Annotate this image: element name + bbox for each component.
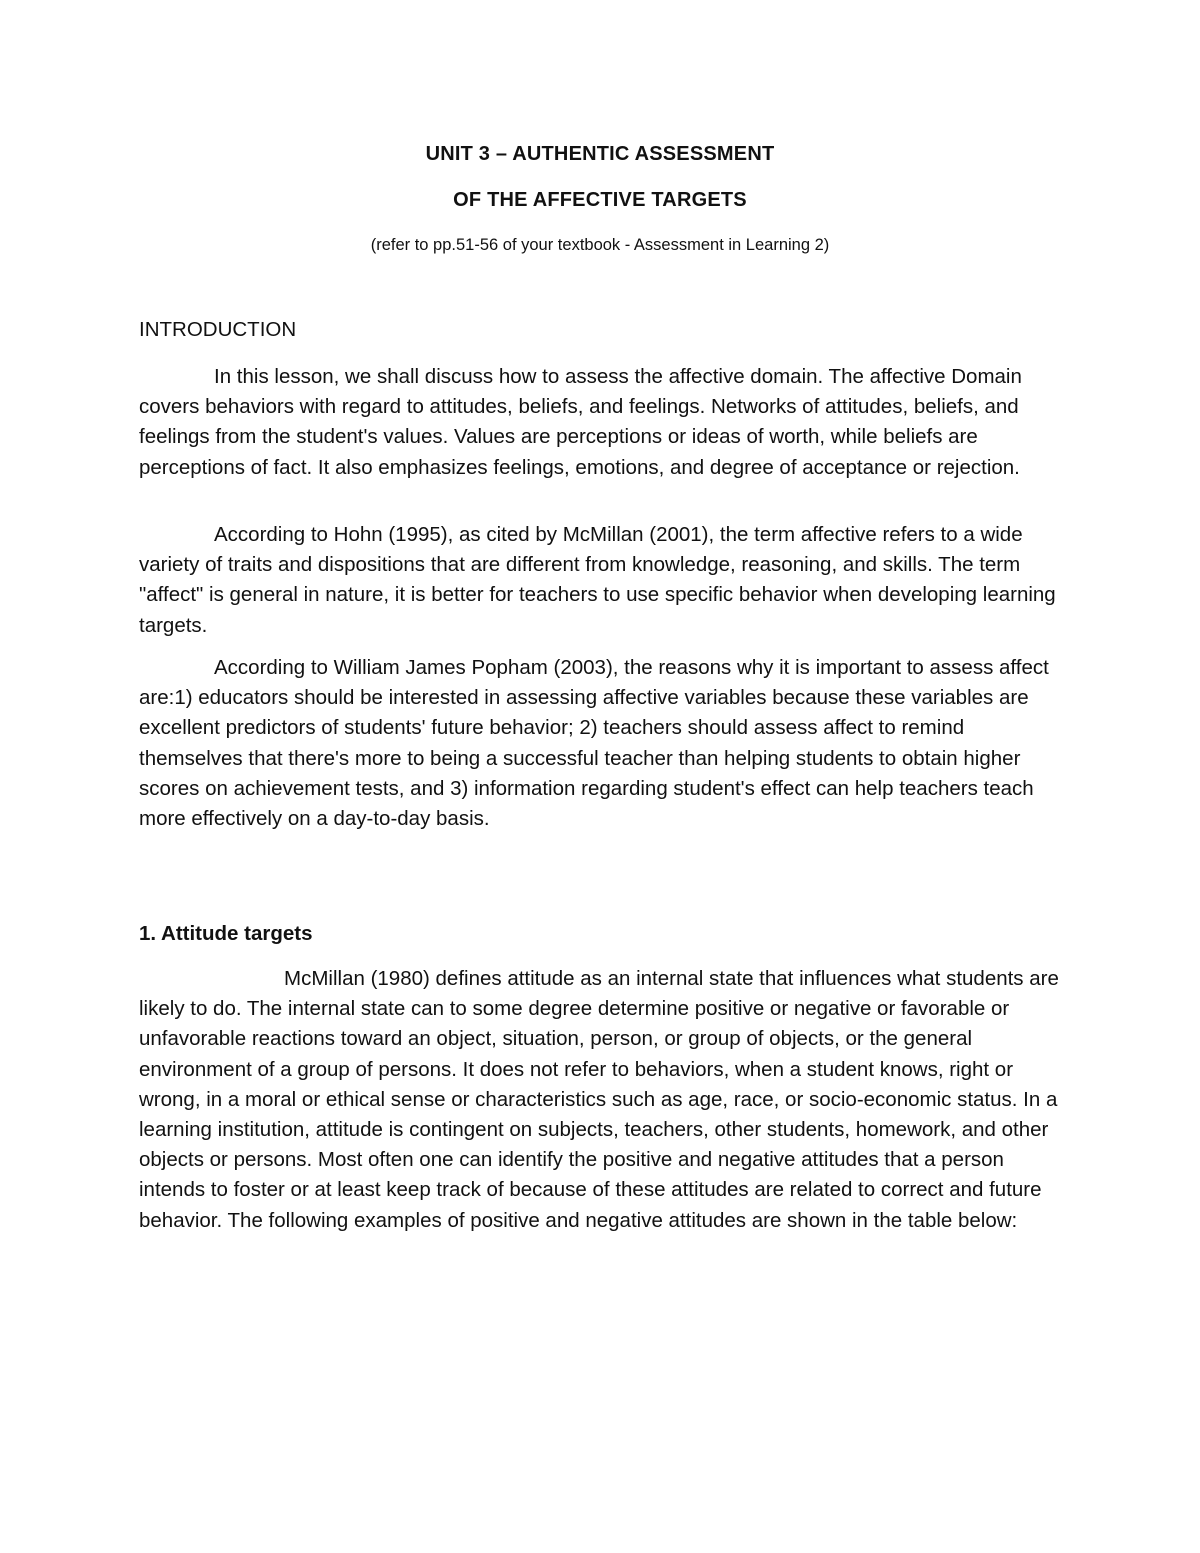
- document-title-line-1: UNIT 3 – AUTHENTIC ASSESSMENT: [425, 143, 775, 165]
- document-title-line-2: OF THE AFFECTIVE TARGETS: [453, 189, 747, 211]
- textbook-reference: (refer to pp.51-56 of your textbook - Assessment in Learning 2): [370, 236, 830, 254]
- attitude-targets-heading: 1. Attitude targets: [139, 922, 313, 945]
- introduction-heading: INTRODUCTION: [139, 318, 297, 341]
- introduction-paragraph-3: According to William James Popham (2003), the reasons why it is important to assess affect are:1) educators should be interested in assessing affective variables because these variables are excellent predictors of students' future behavior; 2) teachers should assess affect to remind themselves that there's more to being a successful teacher than helping students to obtain higher scores on achievement tests, and 3) information regarding student's effect can help teachers teach more effectively on a day-to-day basis.: [139, 656, 1049, 831]
- introduction-paragraph-1: In this lesson, we shall discuss how to assess the affective domain. The affective Domain covers behaviors with regard to attitudes, beliefs, and feelings. Networks of attitudes, beliefs, and feelings from the student's values. Values are perceptions or ideas of worth, while beliefs are perceptions of fact. It also emphasizes feelings, emotions, and degree of acceptance or rejection.: [139, 365, 1022, 479]
- introduction-paragraph-2: According to Hohn (1995), as cited by McMillan (2001), the term affective refers to a wide variety of traits and dispositions that are different from knowledge, reasoning, and skills. The term "affect" is general in nature, it is better for teachers to use specific behavior when developing learning targets.: [139, 523, 1056, 637]
- attitude-targets-paragraph: McMillan (1980) defines attitude as an internal state that influences what students are likely to do. The internal state can to some degree determine positive or negative or favorable or unfavorable reactions toward an object, situation, person, or group of objects, or the general environment of a group of persons. It does not refer to behaviors, when a student knows, right or wrong, in a moral or ethical sense or characteristics such as age, race, or socio-economic status. In a learning institution, attitude is contingent on subjects, teachers, other students, homework, and other objects or persons. Most often one can identify the positive and negative attitudes that a person intends to foster or at least keep track of because of these attitudes are related to correct and future behavior. The following examples of positive and negative attitudes are shown in the table below:: [139, 967, 1059, 1232]
